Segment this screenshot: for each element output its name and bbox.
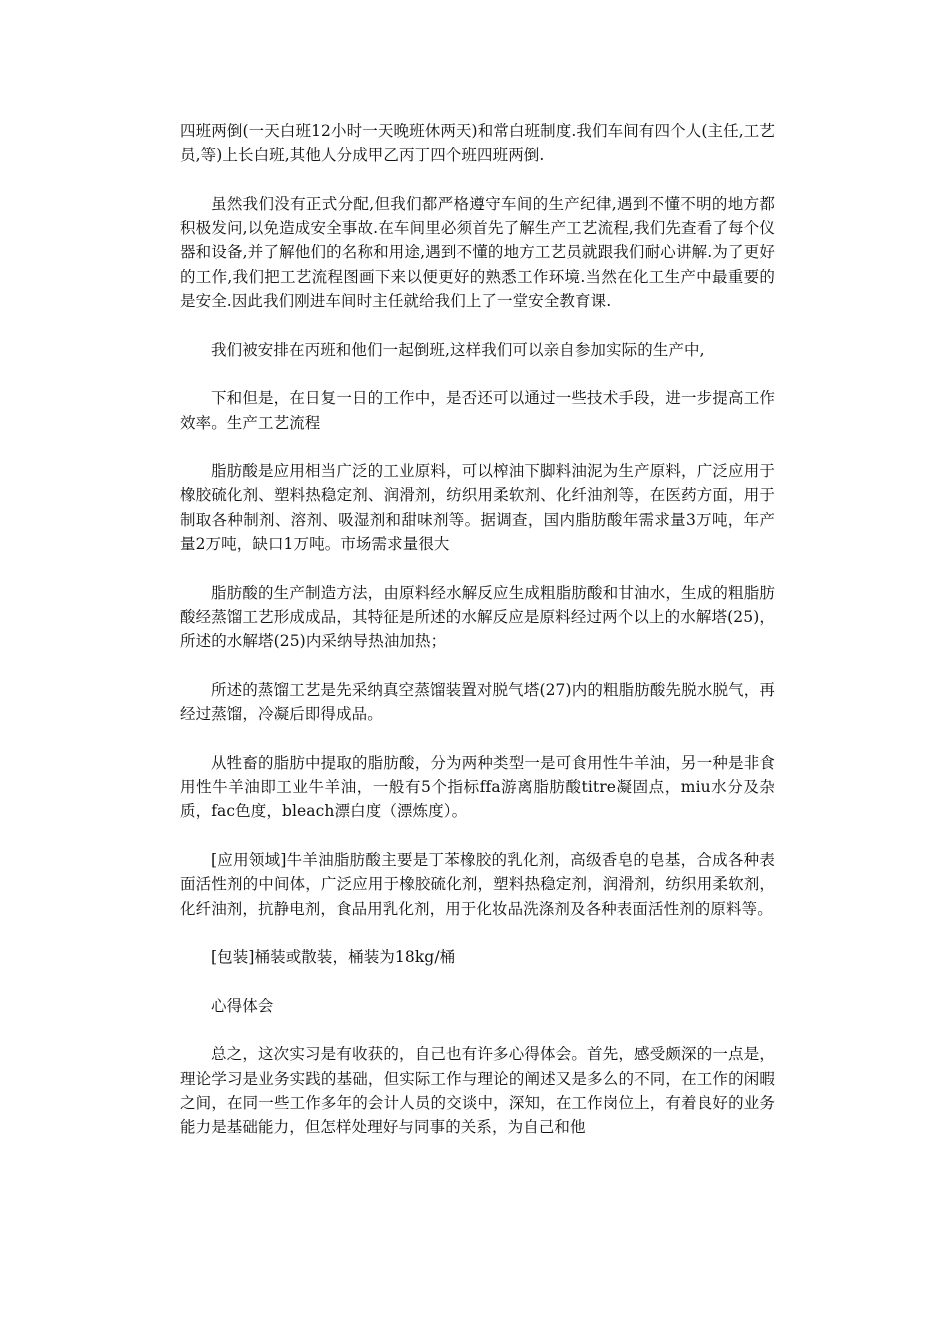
paragraph-production-method: 脂肪酸的生产制造方法，由原料经水解反应生成粗脂肪酸和甘油水，生成的粗脂肪酸经蒸馏工艺形成成品，其特征是所述的水解反应是原料经过两个以上的水解塔(25)，所述的水解塔(25)内采纳导热油加热； (180, 583, 775, 651)
document-body (180, 119, 775, 1139)
paragraph-summary: 总之，这次实习是有收获的，自己也有许多心得体会。首先，感受颇深的一点是，理论学习是业务实践的基础，但实际工作与理论的阐述又是多么的不同，在工作的闲暇之间，在同一些工作多年的会计人员的交谈中，深知，在工作岗位上，有着良好的业务能力是基础能力，但怎样处理好与同事的关系，为自己和他 (180, 1045, 775, 1137)
paragraph-shift-schedule: 四班两倒(一天白班12小时一天晚班休两天)和常白班制度.我们车间有四个人(主任,工艺员,等)上长白班,其他人分成甲乙丙丁四个班四班两倒. (180, 122, 775, 165)
paragraph-fatty-acid-intro: 脂肪酸是应用相当广泛的工业原料，可以榨油下脚料油泥为生产原料，广泛应用于橡胶硫化剂、塑料热稳定剂、润滑剂，纺织用柔软剂、化纤油剂等，在医药方面，用于制取各种制剂、溶剂、吸湿剂和甜味剂等。据调查，国内脂肪酸年需求量3万吨，年产量2万吨，缺口1万吨。市场需求量很大 (180, 462, 775, 554)
paragraph-distillation: 所述的蒸馏工艺是先采纳真空蒸馏装置对脱气塔(27)内的粗脂肪酸先脱水脱气，再经过蒸馏，冷凝后即得成品。 (180, 680, 775, 724)
paragraph-packaging: [包装]桶装或散装，桶装为18kg/桶 (211, 948, 456, 967)
section-heading-reflections: 心得体会 (211, 996, 274, 1015)
paragraph-shift-assignment: 我们被安排在丙班和他们一起倒班,这样我们可以亲自参加实际的生产中, (211, 340, 705, 359)
paragraph-workshop-safety: 虽然我们没有正式分配,但我们都严格遵守车间的生产纪律,遇到不懂不明的地方都积极发问,以免造成安全事故.在车间里必须首先了解生产工艺流程,我们先查看了每个仪器和设备,并了解他们的名称和用途,遇到不懂的地方工艺员就跟我们耐心讲解.为了更好的工作,我们把工艺流程图画下来以便更好的熟悉工作环境.当然在化工生产中最重要的是安全.因此我们刚进车间时主任就给我们上了一堂安全教育课. (180, 194, 775, 311)
paragraph-tallow-types: 从牲畜的脂肪中提取的脂肪酸，分为两种类型一是可食用性牛羊油，另一种是非食用性牛羊油即工业牛羊油，一般有5个指标ffa游离脂肪酸titre凝固点，miu水分及杂质，fac色度，bleach漂白度（漂炼度）。 (180, 753, 775, 821)
paragraph-applications: [应用领域]牛羊油脂肪酸主要是丁苯橡胶的乳化剂，高级香皂的皂基，合成各种表面活性剂的中间体，广泛应用于橡胶硫化剂，塑料热稳定剂，润滑剂，纺织用柔软剂，化纤油剂，抗静电剂，食品用乳化剂，用于化妆品洗涤剂及各种表面活性剂的原料等。 (180, 850, 775, 918)
paragraph-efficiency: 下和但是，在日复一日的工作中，是否还可以通过一些技术手段，进一步提高工作效率。生产工艺流程 (180, 389, 775, 432)
